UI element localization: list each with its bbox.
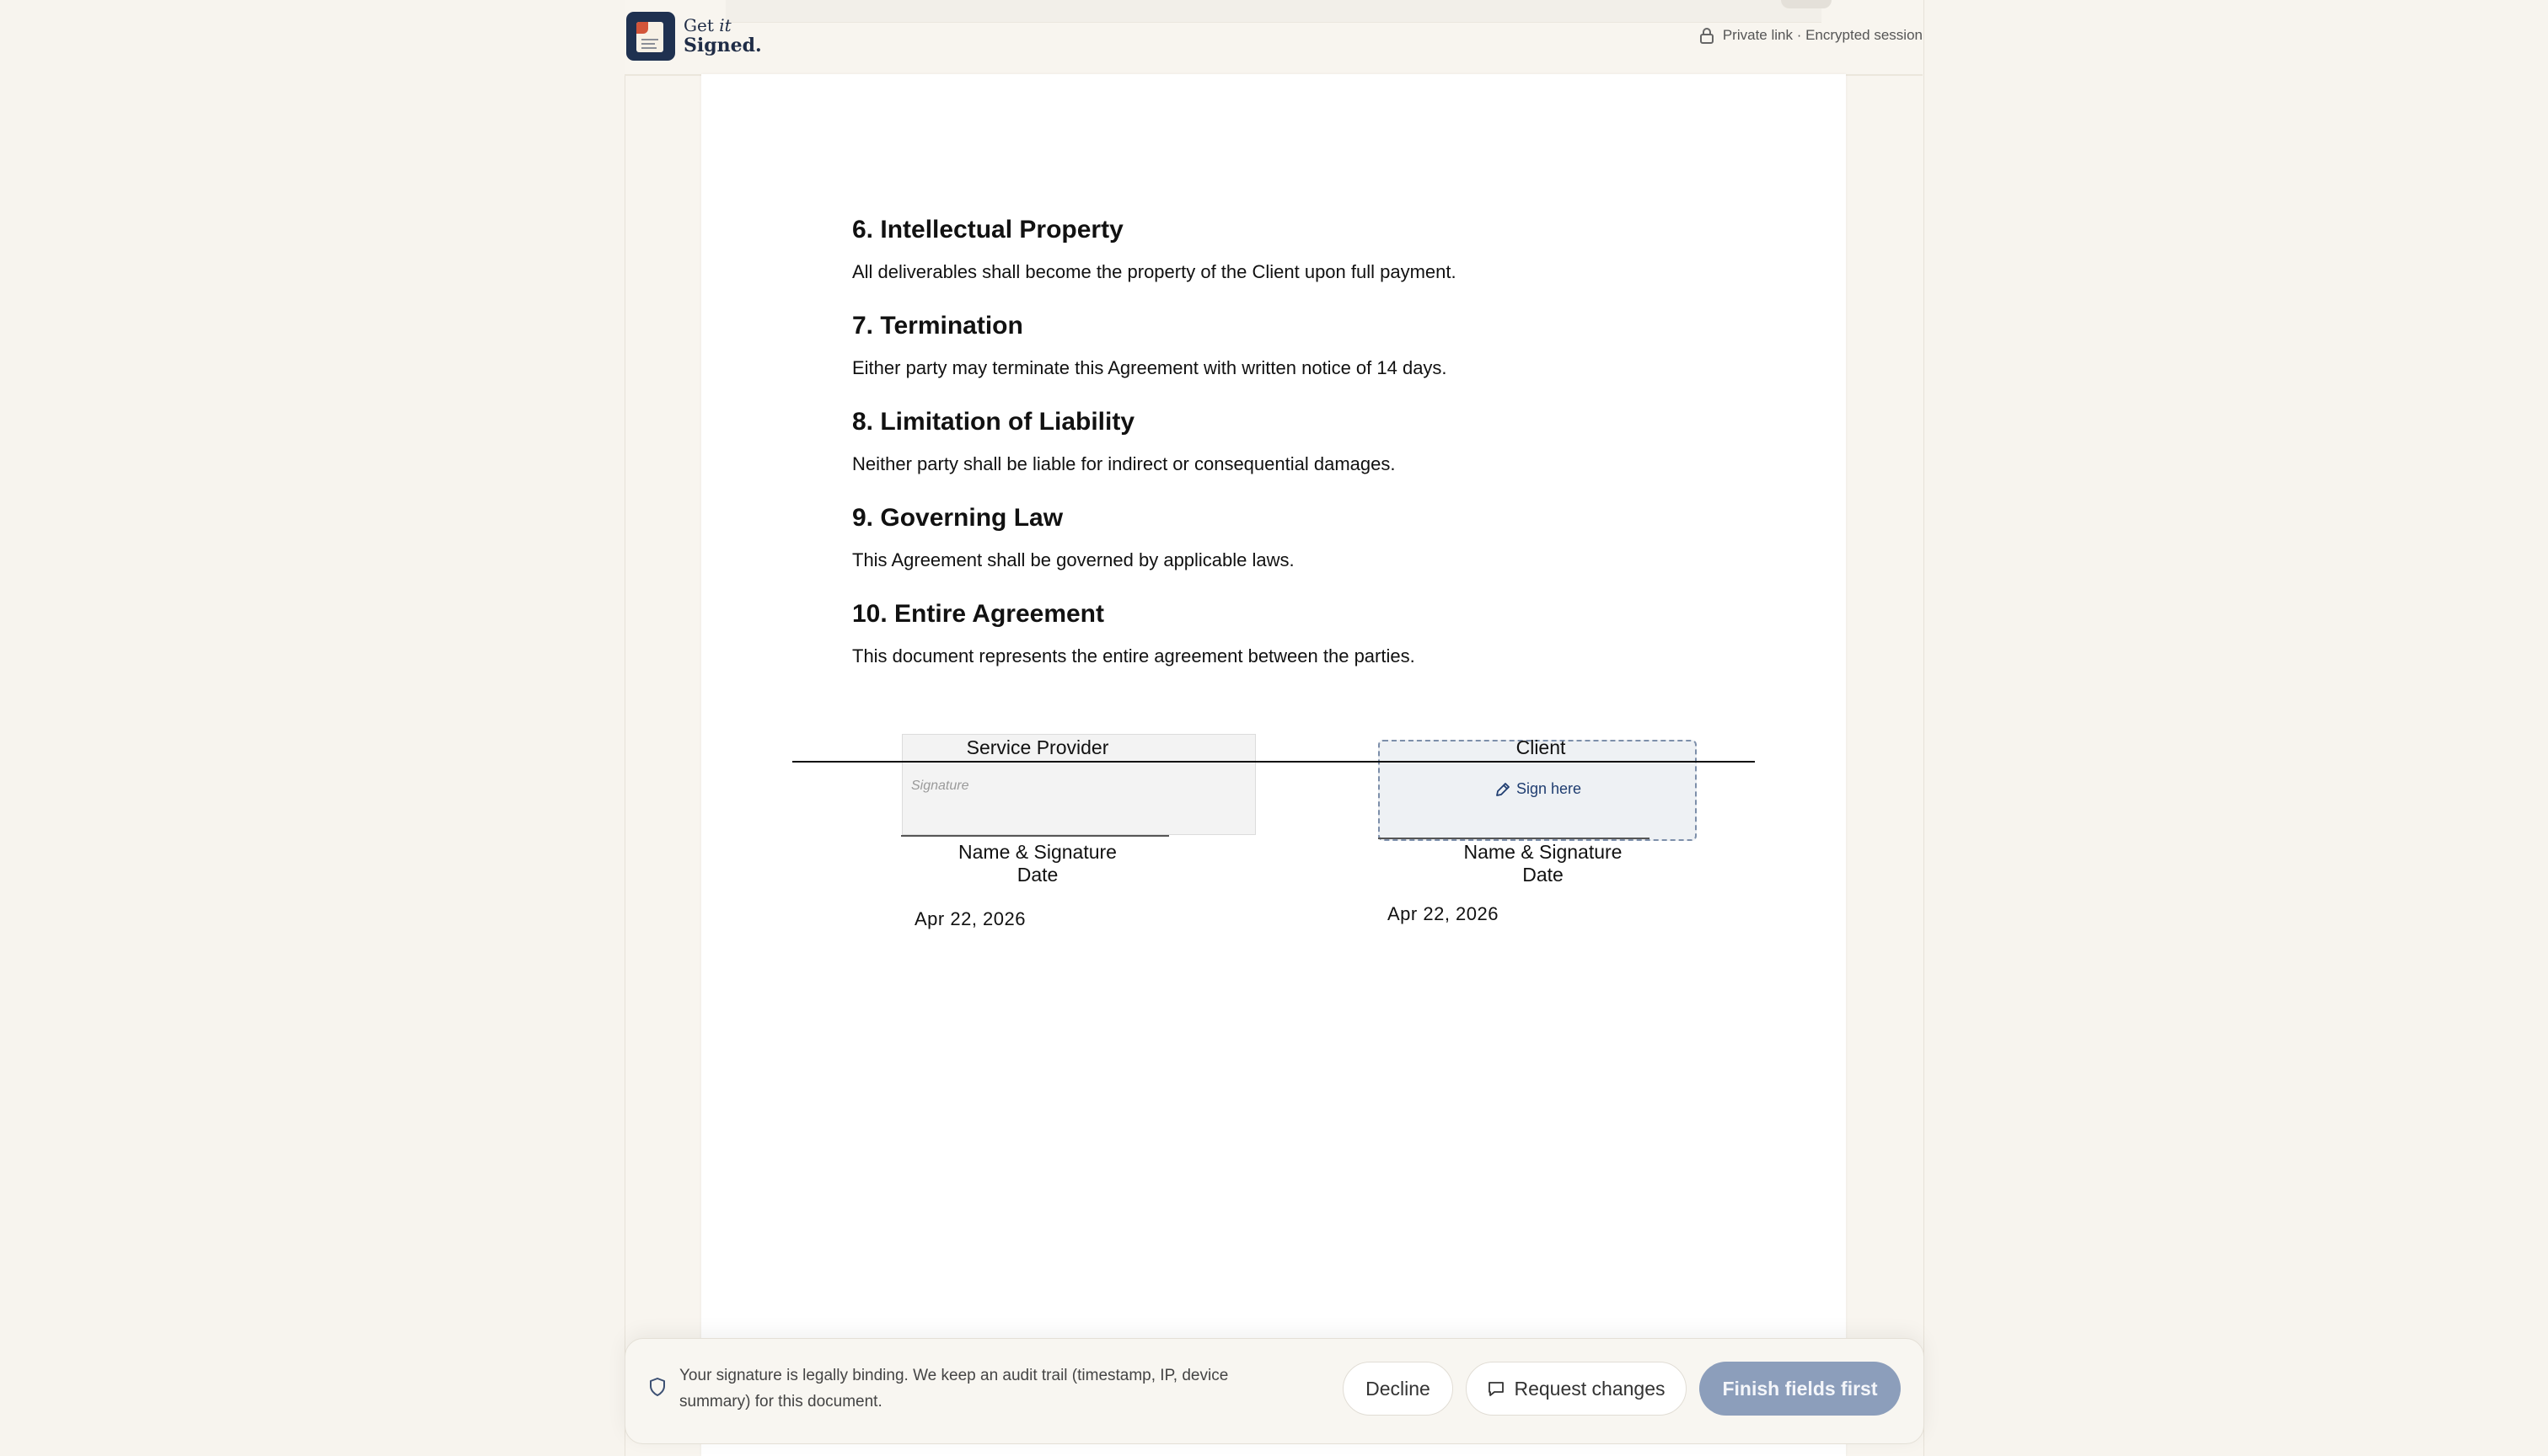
decline-button[interactable]: [1343, 1362, 1453, 1416]
section-body: Either party may terminate this Agreement with written notice of 14 days.: [852, 357, 1447, 378]
sign-here-label: Sign here: [1516, 780, 1582, 797]
sign-here-action[interactable]: [1494, 780, 1581, 798]
signature-divider-line: [792, 761, 1755, 763]
request-changes-label: Request changes: [1514, 1377, 1666, 1400]
lock-icon: [1699, 27, 1714, 44]
section-body: Neither party shall be liable for indirect or consequential damages.: [852, 453, 1396, 474]
top-header: [625, 0, 1923, 76]
action-bar: [625, 1338, 1924, 1444]
section-body: This Agreement shall be governed by applicable laws.: [852, 549, 1295, 570]
brand-line1-italic: it: [719, 15, 732, 35]
finish-label: Finish fields first: [1722, 1377, 1878, 1400]
section-heading: 10. Entire Agreement: [852, 600, 1104, 628]
section-limitation-of-liability: [852, 407, 1396, 474]
client-signature-line: [1378, 838, 1649, 839]
section-heading: 6. Intellectual Property: [852, 216, 1124, 244]
client-date: Apr 22, 2026: [1387, 903, 1499, 924]
section-heading: 8. Limitation of Liability: [852, 408, 1135, 436]
comment-icon: [1487, 1379, 1505, 1398]
legal-notice: Your signature is legally binding. We keep an audit trail (timestamp, IP, device summary) for this document.: [679, 1367, 1229, 1410]
brand-line2: Signed.: [684, 35, 762, 56]
section-body: This document represents the entire agreement between the parties.: [852, 645, 1415, 666]
client-date-label: Date: [1522, 864, 1564, 886]
request-changes-button[interactable]: [1466, 1362, 1687, 1416]
brand-logo-text: [684, 15, 762, 56]
client-title: Client: [1515, 736, 1566, 758]
section-entire-agreement: [852, 599, 1415, 666]
provider-title: Service Provider: [966, 736, 1109, 758]
provider-name-label: Name & Signature: [958, 841, 1117, 863]
secure-session-indicator: [1699, 27, 1923, 44]
section-termination: [852, 311, 1447, 378]
section-governing-law: [852, 503, 1295, 570]
finish-button[interactable]: [1699, 1362, 1901, 1416]
client-name-label: Name & Signature: [1463, 841, 1623, 863]
overlay-pill: [1781, 0, 1832, 8]
section-heading: 7. Termination: [852, 312, 1023, 340]
pencil-icon: [1494, 781, 1511, 798]
section-heading: 9. Governing Law: [852, 504, 1064, 532]
brand-line1: Get: [684, 15, 720, 35]
shield-icon: [649, 1377, 666, 1397]
provider-date-label: Date: [1017, 864, 1059, 886]
signature-placeholder: Signature: [911, 779, 969, 793]
provider-signature-line: [901, 835, 1169, 837]
logo-icon: [626, 12, 675, 61]
overlay-strip: [726, 0, 1821, 23]
secure-text: Private link · Encrypted session: [1722, 27, 1923, 43]
document-page: [701, 74, 1846, 1456]
section-intellectual-property: [852, 215, 1456, 282]
decline-label: Decline: [1365, 1377, 1430, 1400]
provider-date: Apr 22, 2026: [915, 908, 1026, 929]
section-body: All deliverables shall become the property of the Client upon full payment.: [852, 261, 1456, 282]
